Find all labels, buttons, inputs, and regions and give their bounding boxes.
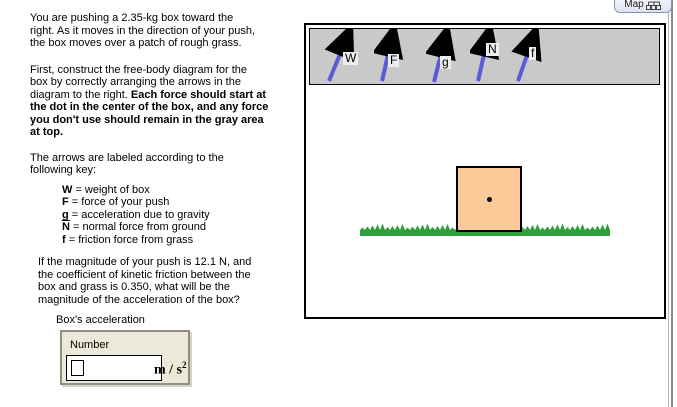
force-key-list [62, 184, 302, 247]
question-paragraph: If the magnitude of your push is 12.1 N, and the coefficient of kinetic friction between the box and grass is 0.350, what will be the magnitude of the acceleration of the box? [38, 256, 252, 306]
key-symbol-g: g [62, 208, 69, 221]
key-text-W: = weight of box [72, 183, 150, 196]
frame-border-light [668, 0, 669, 407]
intro-paragraph: You are pushing a 2.35-kg box toward the right. As it moves in the direction of your push, the box moves over a patch of rough grass. [30, 12, 256, 49]
key-symbol-f: f [62, 233, 66, 246]
instructions-bold-text: Each force should start at the dot in the center of the box, and any force you don't use should remain in the gray area at top. [30, 88, 269, 138]
number-field-label: Number [70, 338, 110, 351]
unit-label [154, 359, 187, 377]
sitemap-icon [646, 0, 662, 10]
instructions-paragraph [30, 64, 302, 139]
key-item-friction [62, 234, 302, 247]
key-intro: The arrows are labeled according to the following key: [30, 151, 224, 176]
key-item-weight [62, 184, 302, 197]
map-button-label: Map [624, 0, 644, 10]
key-symbol-N: $\overline{N}$ [62, 221, 70, 233]
arrow-label-f[interactable]: f [531, 46, 535, 60]
key-text-g: = acceleration due to gravity [68, 208, 210, 221]
arrow-label-F[interactable]: F [390, 53, 398, 67]
instructions-normal-text: First, construct the free-body diagram for the box by correctly arranging the arrows in the diagram to the right. [30, 63, 248, 101]
acceleration-input[interactable] [66, 355, 162, 381]
arrow-label-W[interactable]: W [345, 51, 357, 65]
key-text-F: = force of your push [68, 196, 170, 208]
arrow-label-g[interactable]: g [442, 55, 449, 69]
free-body-diagram-panel [304, 23, 666, 319]
key-item-push [62, 196, 302, 209]
unit-base: m / s [154, 362, 182, 378]
center-dot [487, 197, 492, 202]
key-text-f: = friction force from grass [65, 233, 194, 246]
key-item-gravity [62, 209, 302, 222]
force-arrow-N[interactable] [470, 29, 504, 85]
answer-label: Box's acceleration [56, 314, 145, 326]
answer-panel [60, 330, 190, 385]
map-button[interactable] [614, 0, 672, 13]
frame-border-dark [671, 0, 673, 407]
force-arrow-f[interactable] [510, 29, 544, 85]
box-drop-target[interactable] [456, 166, 522, 232]
answer-field [66, 355, 187, 381]
problem-text-column [30, 12, 302, 385]
arrow-label-N[interactable]: N [488, 42, 497, 56]
key-symbol-F: F [62, 196, 69, 208]
key-symbol-W: W [62, 183, 73, 196]
key-item-normal [62, 221, 302, 234]
key-text-N: = normal force from ground [69, 221, 206, 233]
unit-exponent: 2 [182, 359, 187, 370]
